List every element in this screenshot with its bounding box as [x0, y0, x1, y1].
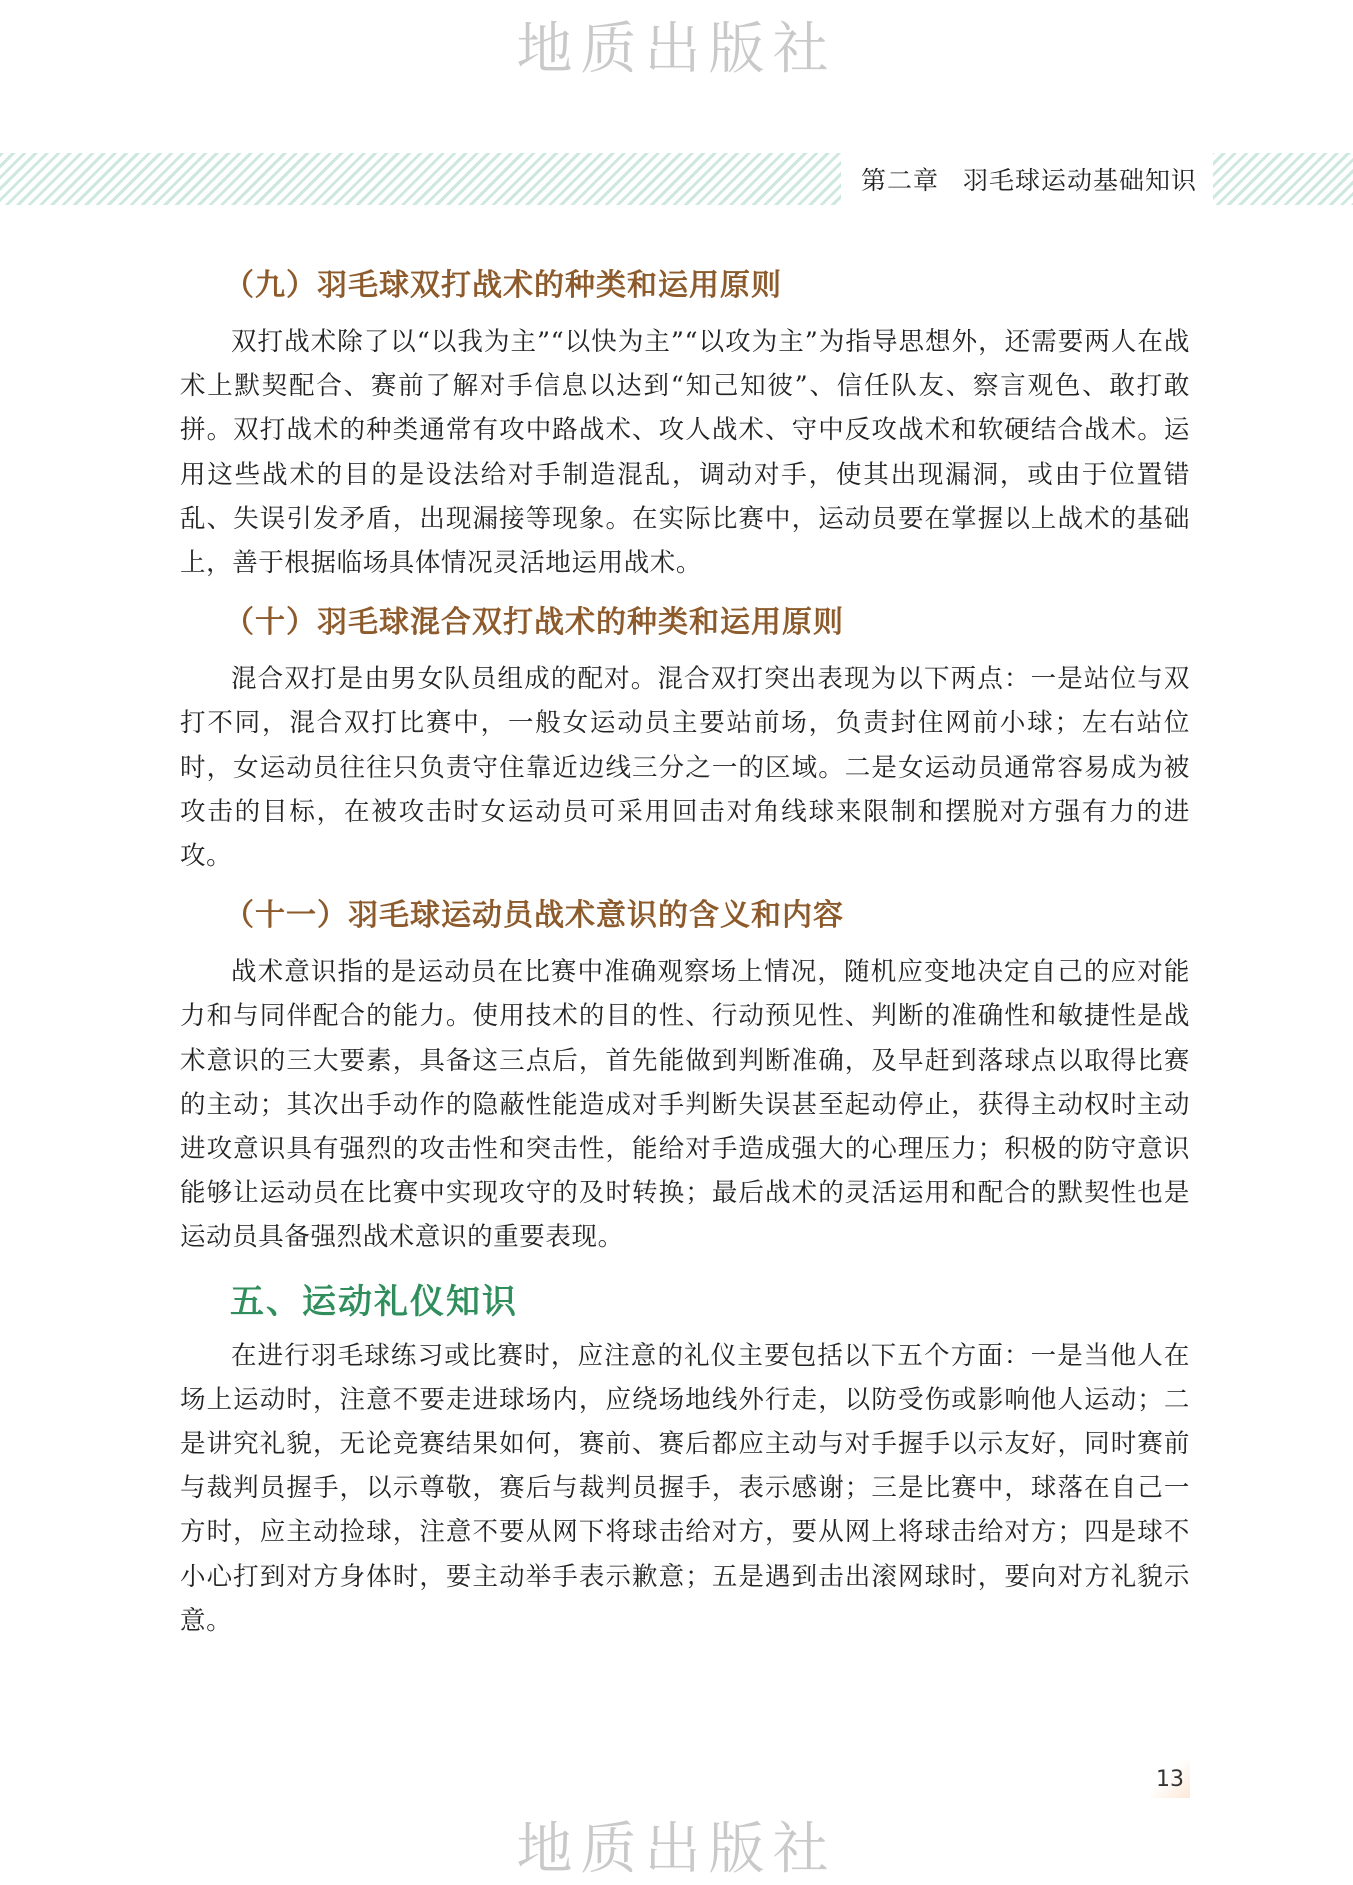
- section-body-5: 在进行羽毛球练习或比赛时，应注意的礼仪主要包括以下五个方面：一是当他人在场上运动时，注意不要走进球场内，应绕场地线外行走，以防受伤或影响他人运动；二是讲究礼貌，无论竞赛结果如何，赛前、赛后都应主动与对手握手以示友好，同时赛前与裁判员握手，以示尊敬，赛后与裁判员握手，表示感谢；三是比赛中，球落在自己一方时，应主动捡球，注意不要从网下将球击给对方，要从网上将球击给对方；四是球不小心打到对方身体时，要主动举手表示歉意；五是遇到击出滚网球时，要向对方礼貌示意。: [180, 1340, 1190, 1636]
- watermark-top: 地质出版社: [516, 17, 837, 82]
- running-header: [841, 153, 1213, 205]
- chapter-number: 第二章: [860, 166, 939, 195]
- subsection-body-11: 战术意识指的是运动员在比赛中准确观察场上情况，随机应变地决定自己的应对能力和与同伴配合的能力。使用技术的目的性、行动预见性、判断的准确性和敏捷性是战术意识的三大要素，具备这三点后，首先能做到判断准确，及早赶到落球点以取得比赛的主动；其次出手动作的隐蔽性能造成对手判断失误甚至起动停止，获得主动权时主动进攻意识具有强烈的攻击性和突击性，能给对手造成强大的心理压力；积极的防守意识能够让运动员在比赛中实现攻守的及时转换；最后战术的灵活运用和配合的默契性也是运动员具备强烈战术意识的重要表现。: [180, 957, 1190, 1253]
- subsection-body-9: 双打战术除了以“以我为主”“以快为主”“以攻为主”为指导思想外，还需要两人在战术上默契配合、赛前了解对手信息以达到“知己知彼”、信任队友、察言观色、敢打敢拼。双打战术的种类通常有攻中路战术、攻人战术、守中反攻战术和软硬结合战术。运用这些战术的目的是设法给对手制造混乱，调动对手，使其出现漏洞，或由于位置错乱、失误引发矛盾，出现漏接等现象。在实际比赛中，运动员要在掌握以上战术的基础上，善于根据临场具体情况灵活地运用战术。: [180, 327, 1190, 579]
- subsection-heading-9: （九）羽毛球双打战术的种类和运用原则: [224, 268, 782, 303]
- watermark-bottom: 地质出版社: [516, 1817, 837, 1882]
- section-heading-5: 五、运动礼仪知识: [230, 1281, 518, 1322]
- subsection-heading-10: （十）羽毛球混合双打战术的种类和运用原则: [224, 605, 844, 641]
- page-number: 13: [1150, 1760, 1190, 1798]
- page-content: [180, 262, 1190, 1643]
- chapter-title: 羽毛球运动基础知识: [962, 166, 1197, 195]
- subsection-body-10: 混合双打是由男女队员组成的配对。混合双打突出表现为以下两点：一是站位与双打不同，混合双打比赛中，一般女运动员主要站前场，负责封住网前小球；左右站位时，女运动员往往只负责守住靠近边线三分之一的区域。二是女运动员通常容易成为被攻击的目标，在被攻击时女运动员可采用回击对角线球来限制和摆脱对方强有力的进攻。: [180, 664, 1190, 872]
- subsection-heading-11: （十一）羽毛球运动员战术意识的含义和内容: [224, 898, 844, 934]
